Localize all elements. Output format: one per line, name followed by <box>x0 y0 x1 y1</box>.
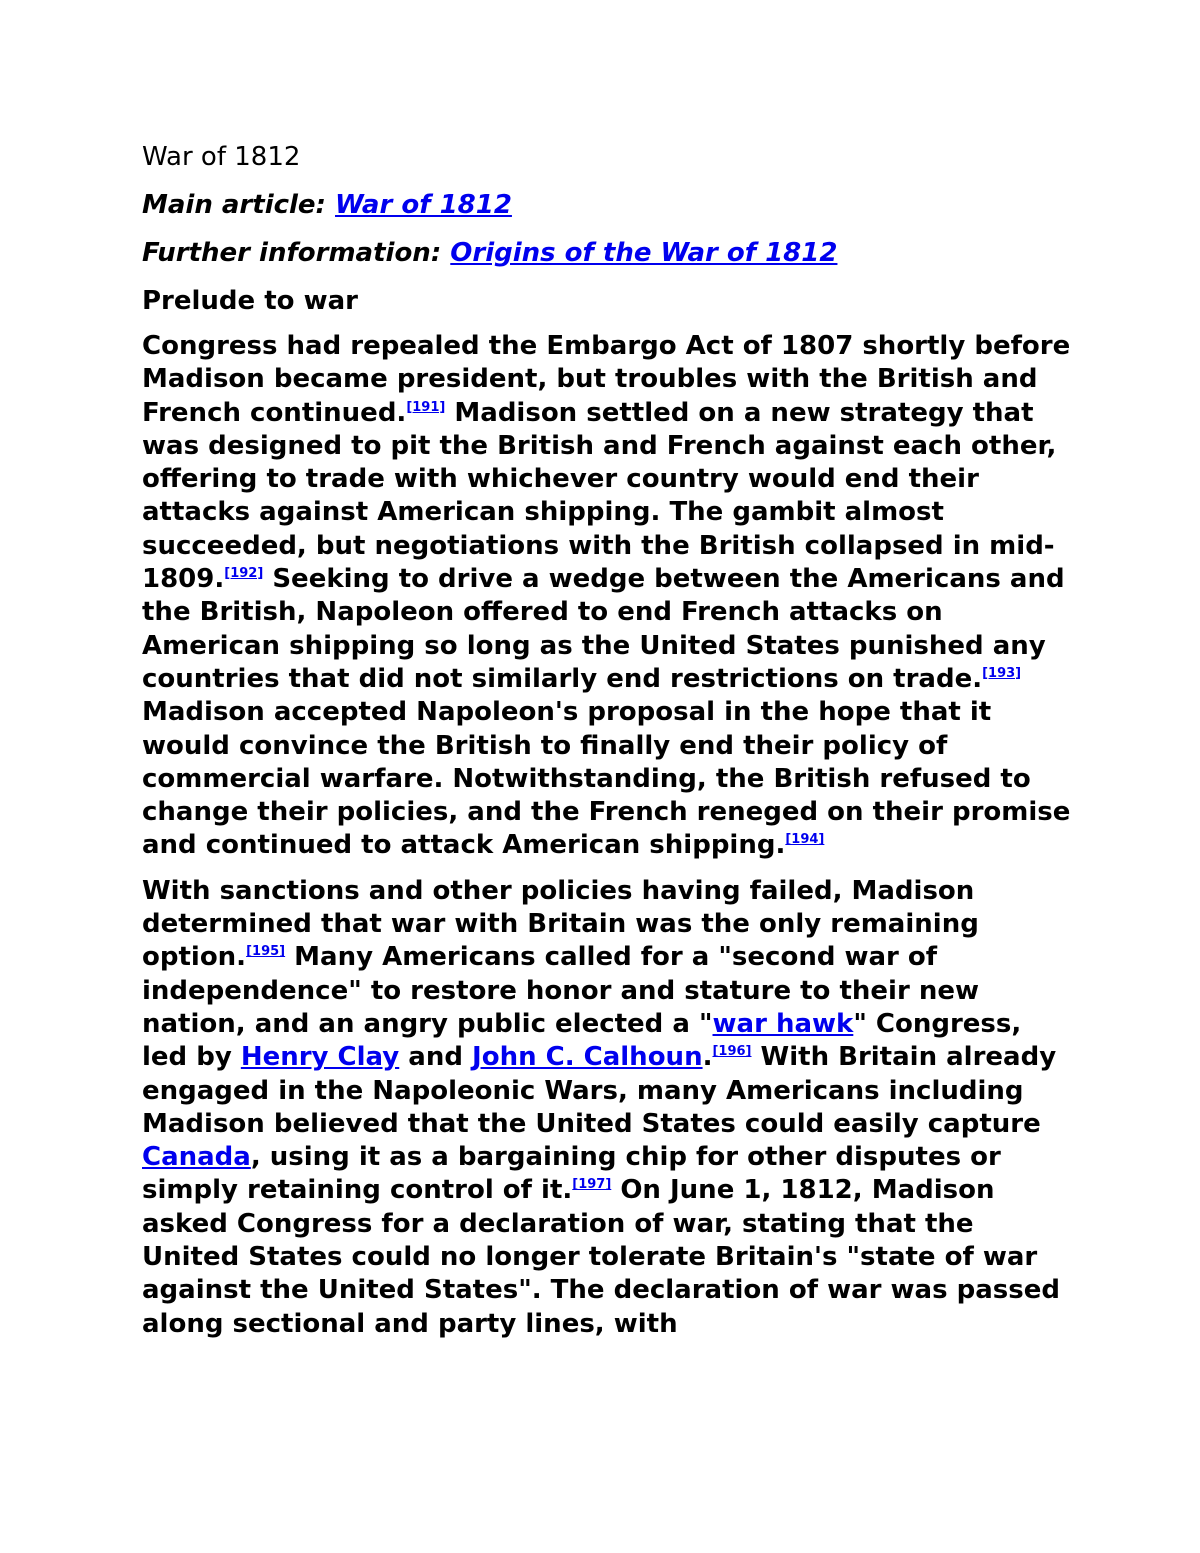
document-page <box>142 138 1072 1353</box>
p1-text-3: Seeking to drive a wedge between the Americans and the British, Napoleon offered to end French attacks on American shipping so long as the United States punished any countries that did not similarly end restrictions on trade. <box>142 564 1065 694</box>
p1-text-1: Congress had repealed the Embargo Act of 1807 shortly before Madison became president, but troubles with the British and French continued. <box>142 331 1071 428</box>
further-info-link[interactable]: Origins of the War of 1812 <box>450 238 838 268</box>
henry-clay-link[interactable]: Henry Clay <box>240 1042 400 1073</box>
canada-link[interactable]: Canada <box>142 1142 251 1173</box>
main-article-link[interactable]: War of 1812 <box>335 190 512 220</box>
p2-text-5: . <box>702 1042 713 1073</box>
citation-191[interactable]: [191] <box>406 399 446 415</box>
citation-197[interactable]: [197] <box>572 1177 612 1193</box>
p1-text-4: Madison accepted Napoleon's proposal in the hope that it would convince the British to finally end their policy of commercial warfare. Notwithstanding, the British refused to change their policies, and the French reneged on their promise and continued to attack American shipping. <box>142 697 1071 861</box>
p2-text-4: and <box>399 1042 473 1073</box>
section-title: War of 1812 <box>142 142 301 172</box>
p2-text-6: With Britain already engaged in the Napoleonic Wars, many Americans including Madison believed that the United States could easily capture <box>142 1042 1057 1139</box>
citation-194[interactable]: [194] <box>785 832 825 848</box>
john-c-calhoun-link[interactable]: John C. Calhoun <box>472 1042 703 1073</box>
p2-text-8: On June 1, 1812, Madison asked Congress for a declaration of war, stating that the United States could no longer tolerate Britain's "state of war against the United States". The declaration of war was passed along sectional and party lines, with <box>142 1175 1060 1339</box>
further-info-label: Further information: <box>142 238 451 268</box>
p2-text-2: Many Americans called for a "second war of independence" to restore honor and stature to their new nation, and an angry public elected a " <box>142 942 979 1039</box>
citation-193[interactable]: [193] <box>982 665 1022 681</box>
p1-text-2: Madison settled on a new strategy that was designed to pit the British and French against each other, offering to trade with whichever country would end their attacks against American shipping. The gambit almost succeeded, but negotiations with the British collapsed in mid-1809. <box>142 397 1057 595</box>
citation-196[interactable]: [196] <box>712 1044 752 1060</box>
paragraph-1 <box>142 330 1072 863</box>
war-hawk-link[interactable]: war hawk <box>712 1008 854 1039</box>
subheading: Prelude to war <box>142 286 358 316</box>
p2-text-7: , using it as a bargaining chip for other disputes or simply retaining control of it. <box>142 1142 1001 1206</box>
citation-195[interactable]: [195] <box>246 944 286 960</box>
further-info-note <box>142 234 1072 272</box>
main-article-label: Main article: <box>142 190 336 220</box>
p2-text-3: " Congress, led by <box>142 1008 1022 1073</box>
p2-text-1: With sanctions and other policies having failed, Madison determined that war with Britain was the only remaining option. <box>142 875 979 973</box>
citation-192[interactable]: [192] <box>224 566 264 582</box>
main-article-note <box>142 186 1072 224</box>
paragraph-2 <box>142 875 1072 1341</box>
